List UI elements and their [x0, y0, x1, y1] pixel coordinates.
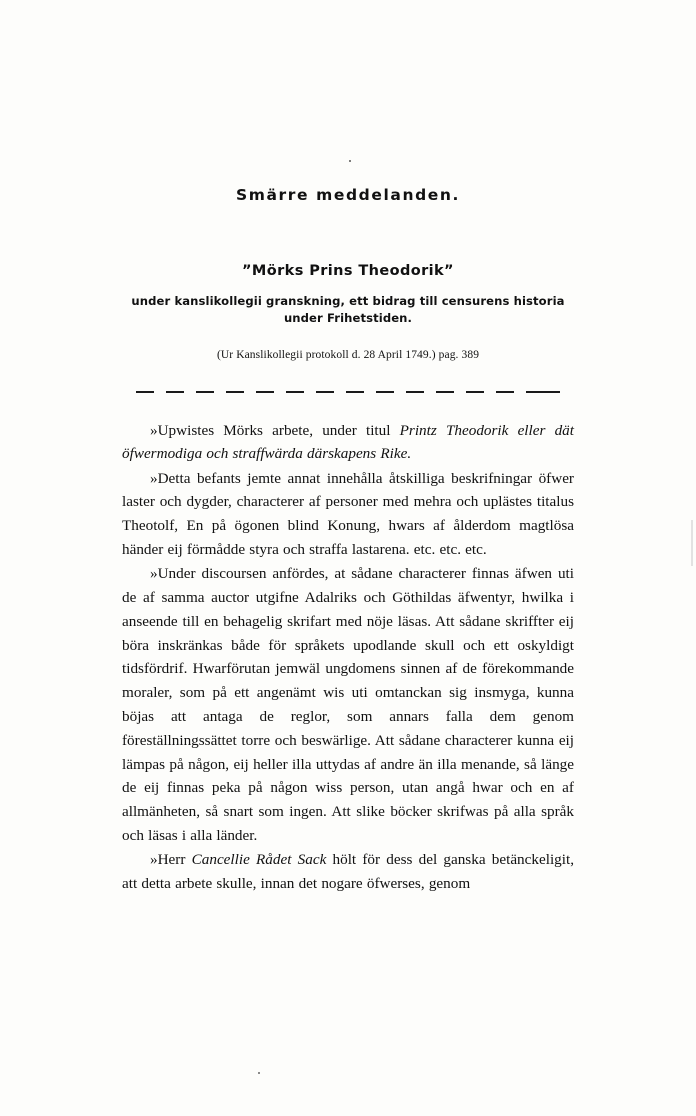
divider-dash — [406, 391, 424, 393]
divider-dash — [316, 391, 334, 393]
text-run: »Herr — [150, 851, 192, 869]
page-content — [122, 0, 574, 896]
section-title: Smärre meddelanden. — [235, 186, 461, 204]
text-run: »Under discoursen anfördes, at sådane characterer finnas äfwen uti de af samma auctor utgifne Adalriks och Göthildas äfwentyr, hwilka i anseende till en behagelig skrifart med nöje läsas. Att sådane skriffter eij böra inskränkas både för språkets upodlande skull och ett oskyldigt tidsfördrif. Hwarförutan jemwäl ungdomens sinnen af de förekommande moraler, som på ett angenämt wis uti omtanckan sig insmyga, kunna böjas att antaga de reglor, som annars falla dem genom föreställningssättet torre och beswärlige. Att sådane characterer kunna eij lämpas på någon, eij heller illa uttydas af andre än illa menande, så länge de eij finnas peka på någon wiss person, utan angå hwar och en af allmänheten, så snart som ingen. Att slike böcker skrifwas på alla språk och läsas i alla länder. — [122, 565, 574, 844]
divider-dash — [226, 391, 244, 393]
divider-dash — [436, 391, 454, 393]
body-text — [122, 419, 574, 896]
body-paragraph — [122, 467, 574, 562]
source-note: (Ur Kanslikollegii protokoll d. 28 April 1749.) pag. 389 — [216, 348, 480, 361]
divider-dash — [346, 391, 364, 393]
body-paragraph — [122, 848, 574, 896]
divider-dash — [256, 391, 274, 393]
subtitle-line-2: under Frihetstiden. — [283, 310, 413, 325]
page-edge-mark — [691, 520, 693, 566]
divider-dash — [466, 391, 484, 393]
text-run: hölt för dess del ganska betänckeligit, att detta arbete skulle, innan det nogare öfwerses, genom — [122, 851, 574, 892]
italic-title-run: Printz Theodorik eller dät öfwermodiga och straffwärda därskapens Rike. — [122, 421, 574, 463]
dashed-divider — [136, 387, 560, 397]
work-title: ”Mörks Prins Theodorik” — [242, 263, 454, 279]
divider-dash — [196, 391, 214, 393]
subtitle — [122, 293, 574, 327]
body-paragraph — [122, 419, 574, 467]
body-paragraph — [122, 562, 574, 847]
divider-dash — [376, 391, 394, 393]
divider-dash — [526, 391, 560, 393]
divider-dash — [286, 391, 304, 393]
divider-dash — [136, 391, 154, 393]
italic-title-run: Cancellie Rådet Sack — [191, 851, 327, 869]
text-run: »Detta befants jemte annat innehålla åtskilliga beskrifningar öfwer laster och dygder, characterer af personer med mehra och uplästes titalus Theotolf, En på ögonen blind Konung, hwars af ålderdom magtlösa händer eij förmådde styra och straffa lastarena. etc. etc. etc. — [122, 469, 574, 558]
subtitle-line-1: under kanslikollegii granskning, ett bidrag till censurens historia — [131, 294, 565, 308]
divider-dash — [496, 391, 514, 393]
divider-dash — [166, 391, 184, 393]
text-run: »Upwistes Mörks arbete, under titul — [150, 421, 400, 439]
page-speck-bottom — [258, 1072, 260, 1074]
